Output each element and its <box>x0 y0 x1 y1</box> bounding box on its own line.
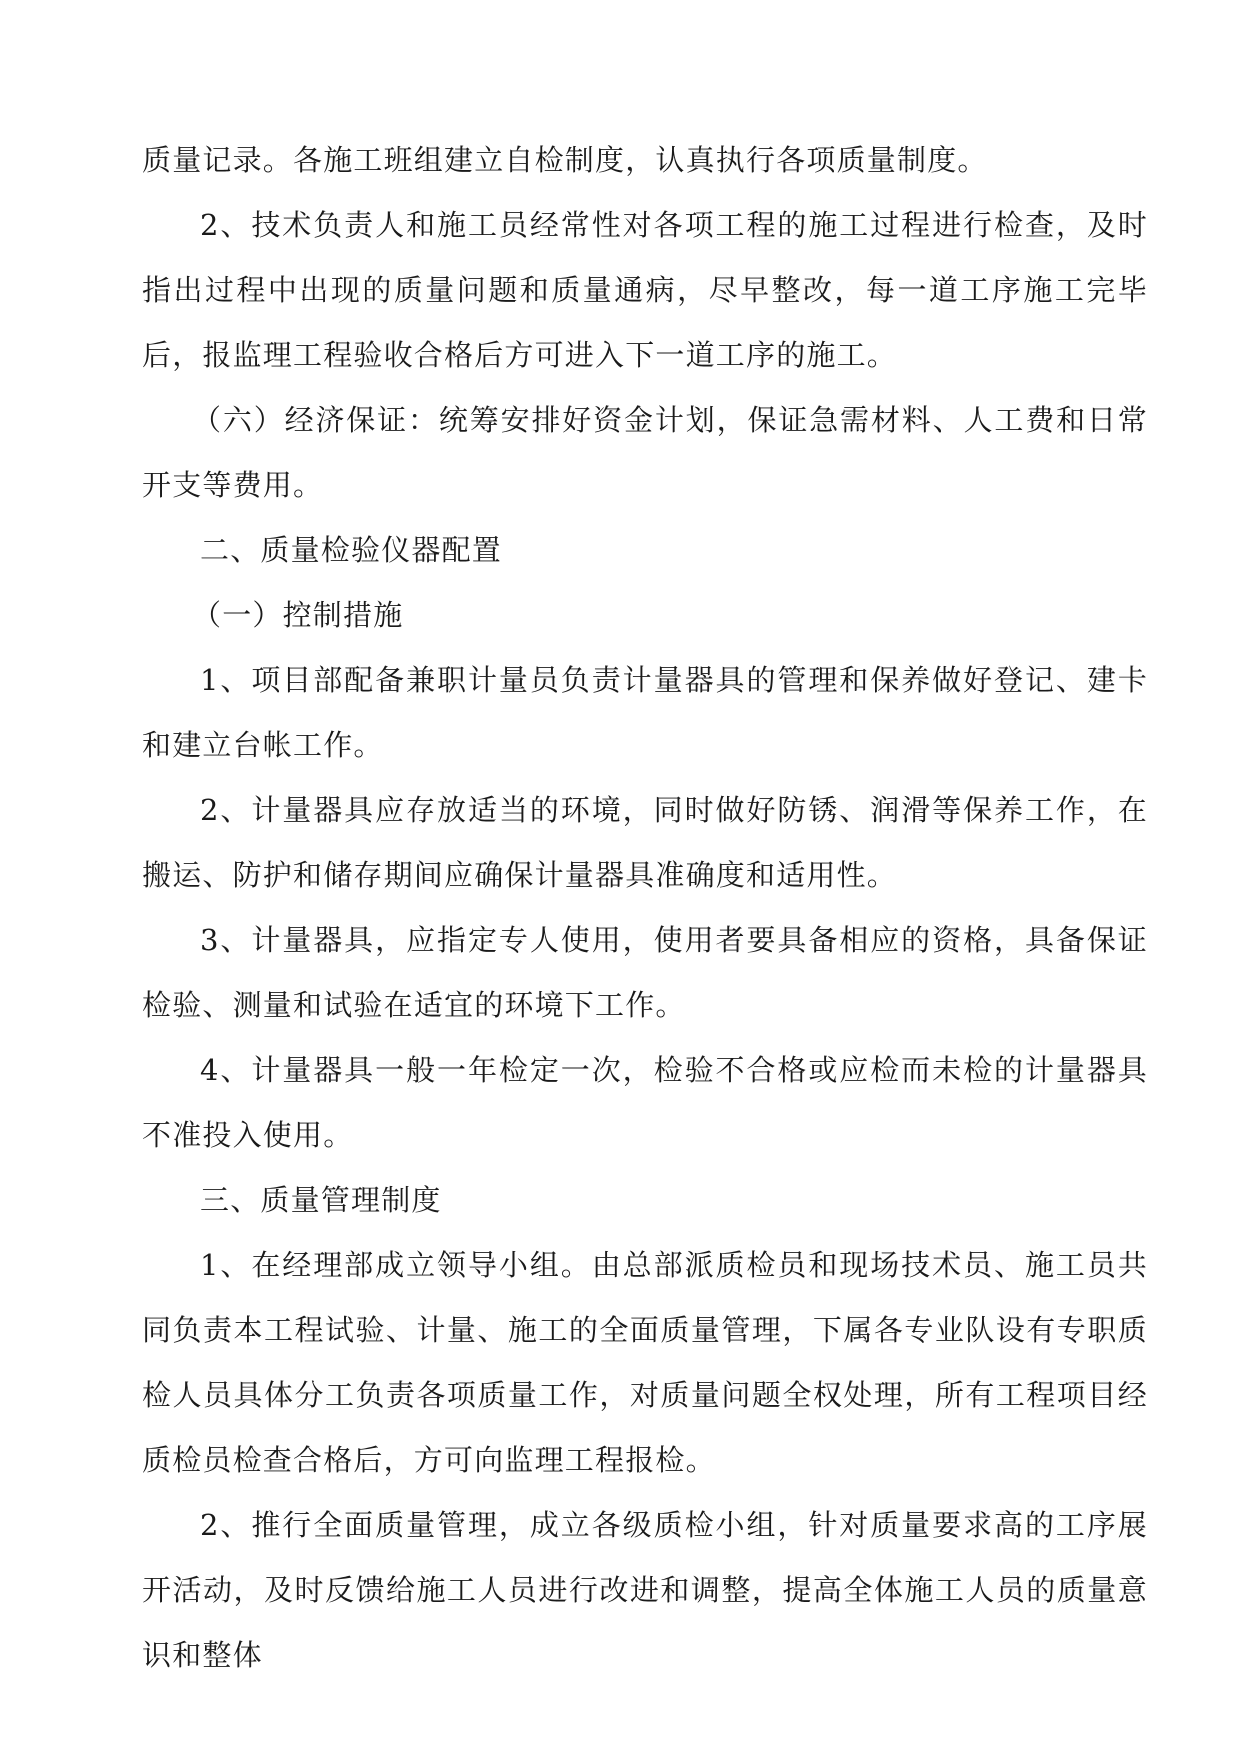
document-body <box>142 128 1148 1688</box>
paragraph-quality-record: 质量记录。各施工班组建立自检制度，认真执行各项质量制度。 <box>142 143 988 177</box>
paragraph-economic-guarantee: （六）经济保证：统筹安排好资金计划，保证急需材料、人工费和日常开支等费用。 <box>142 403 1148 502</box>
paragraph-leadership-group: 1、在经理部成立领导小组。由总部派质检员和现场技术员、施工员共同负责本工程试验、计量、施工的全面质量管理，下属各专业队设有专职质检人员具体分工负责各项质量工作，对质量问题全权处理，所有工程项目经质检员检查合格后，方可向监理工程报检。 <box>142 1248 1148 1477</box>
paragraph-instrument-storage: 2、计量器具应存放适当的环境，同时做好防锈、润滑等保养工作，在搬运、防护和储存期间应确保计量器具准确度和适用性。 <box>142 793 1148 892</box>
paragraph-instrument-operator: 3、计量器具，应指定专人使用，使用者要具备相应的资格，具备保证检验、测量和试验在适宜的环境下工作。 <box>142 923 1148 1022</box>
subsection-heading-control-measures: （一）控制措施 <box>192 598 404 632</box>
paragraph-measurement-staff: 1、项目部配备兼职计量员负责计量器具的管理和保养做好登记、建卡和建立台帐工作。 <box>142 663 1148 762</box>
paragraph-annual-calibration: 4、计量器具一般一年检定一次，检验不合格或应检而未检的计量器具不准投入使用。 <box>142 1053 1148 1152</box>
section-heading-instrument-config: 二、质量检验仪器配置 <box>200 533 503 567</box>
paragraph-total-quality-management: 2、推行全面质量管理，成立各级质检小组，针对质量要求高的工序展开活动，及时反馈给施工人员进行改进和调整，提高全体施工人员的质量意识和整体 <box>142 1508 1148 1672</box>
section-heading-quality-management: 三、质量管理制度 <box>200 1183 442 1217</box>
paragraph-technical-inspection: 2、技术负责人和施工员经常性对各项工程的施工过程进行检查，及时指出过程中出现的质量问题和质量通病，尽早整改，每一道工序施工完毕后，报监理工程验收合格后方可进入下一道工序的施工。 <box>142 208 1148 372</box>
